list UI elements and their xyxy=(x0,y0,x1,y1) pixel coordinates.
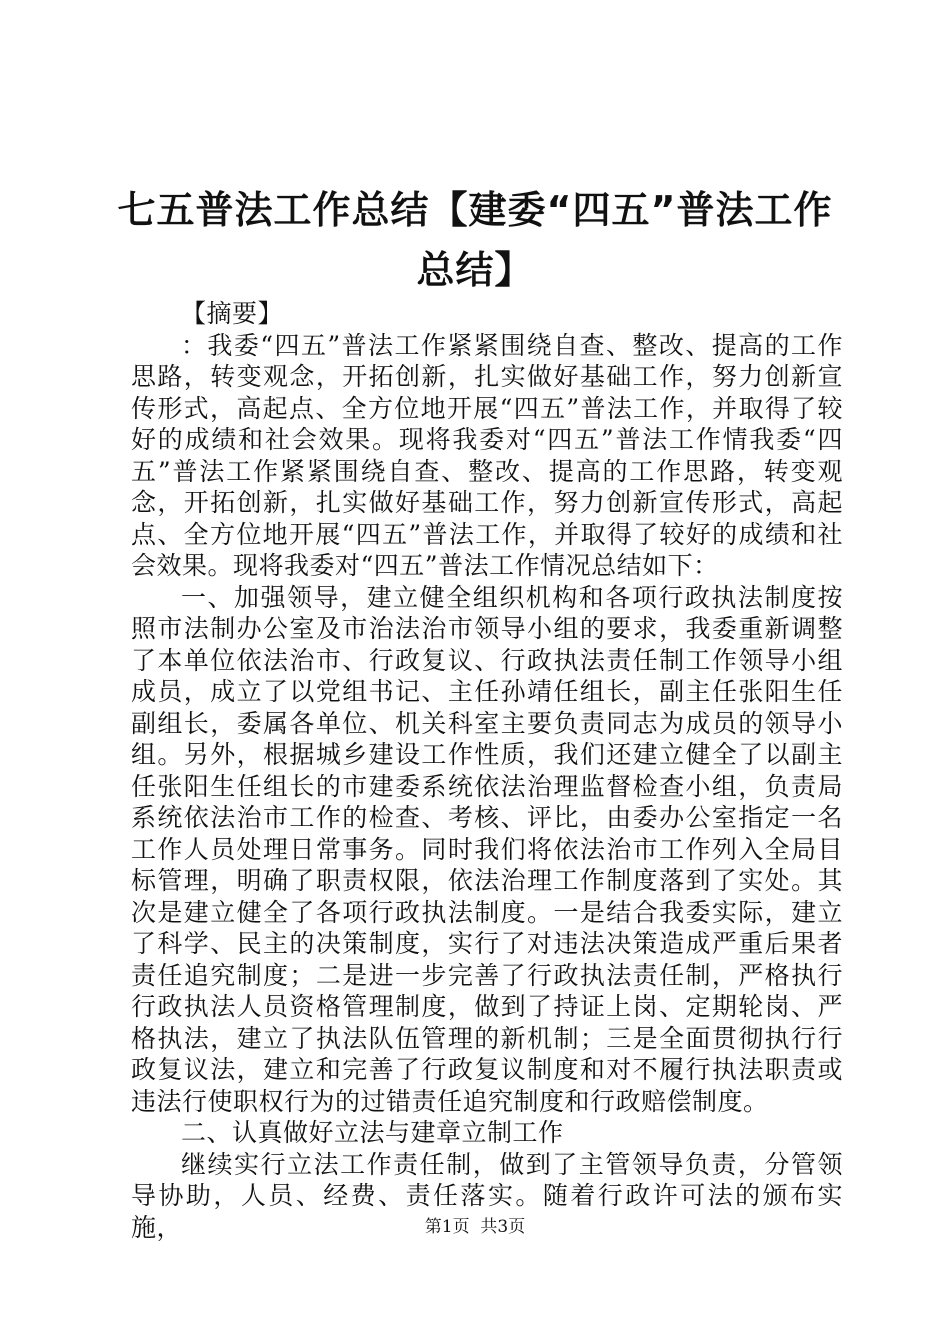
document-title: 七五普法工作总结【建委“四五”普法工作总结】 xyxy=(117,188,833,292)
page-total: 共3页 xyxy=(480,1217,526,1237)
paragraph-section-1: 一、加强领导，建立健全组织机构和各项行政执法制度按照市法制办公室及市治法治市领导小组的要求，我委重新调整了本单位依法治市、行政复议、行政执法责任制工作领导小组成员，成立了以党组书记、主任孙靖任组长，副主任张阳生任副组长，委属各单位、机关科室主要负责同志为成员的领导小组。另外，根据城乡建设工作性质，我们还建立健全了以副主任张阳生任组长的市建委系统依法治理监督检查小组，负责局系统依法治市工作的检查、考核、评比，由委办公室指定一名工作人员处理日常事务。同时我们将依法治市工作列入全局目标管理，明确了职责权限，依法治理工作制度落到了实处。其次是建立健全了各项行政执法制度。一是结合我委实际，建立了科学、民主的决策制度，实行了对违法决策造成严重后果者责任追究制度；二是进一步完善了行政执法责任制，严格执行行政执法人员资格管理制度，做到了持证上岗、定期轮岗、严格执法，建立了执法队伍管理的新机制；三是全面贯彻执行行政复议法，建立和完善了行政复议制度和对不履行执法职责或违法行使职权行为的过错责任追究制度和行政赔偿制度。 xyxy=(131,582,843,1116)
page-footer xyxy=(0,1216,950,1238)
paragraph-abstract: ：我委“四五”普法工作紧紧围绕自查、整改、提高的工作思路，转变观念，开拓创新，扎实做好基础工作，努力创新宣传形式，高起点、全方位地开展“四五”普法工作，并取得了较好的成绩和社会效果。现将我委对“四五”普法工作情我委“四五”普法工作紧紧围绕自查、整改、提高的工作思路，转变观念，开拓创新，扎实做好基础工作，努力创新宣传形式，高起点、全方位地开展“四五”普法工作，并取得了较好的成绩和社会效果。现将我委对“四五”普法工作情况总结如下： xyxy=(131,330,843,580)
abstract-label: 【摘要】 xyxy=(181,299,284,328)
page-number: 第1页 xyxy=(424,1217,470,1237)
section-heading-2: 二、认真做好立法与建章立制工作 xyxy=(181,1118,564,1147)
paragraph-section-2: 继续实行立法工作责任制，做到了主管领导负责，分管领导协助，人员、经费、责任落实。随着行政许可法的颁布实施， xyxy=(131,1149,843,1242)
document-body xyxy=(131,298,843,1243)
